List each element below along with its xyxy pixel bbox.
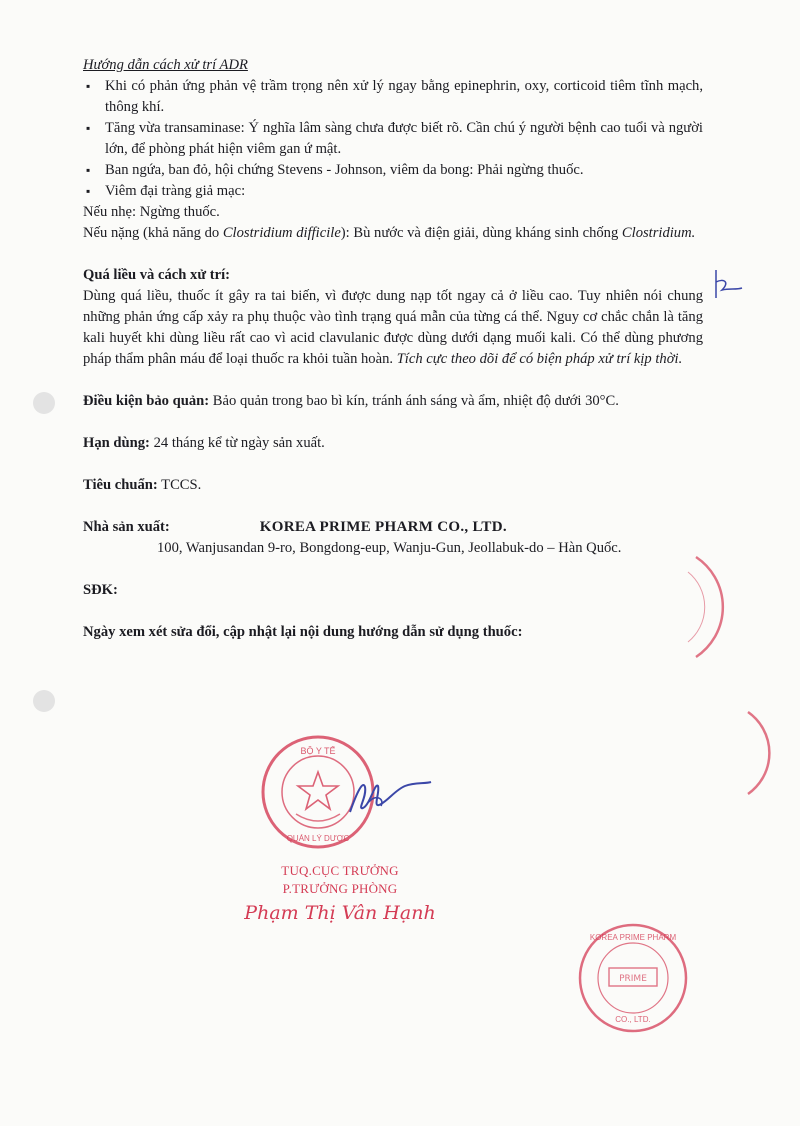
adr-severe (83, 223, 703, 244)
punch-hole (33, 392, 55, 414)
revision-label: Ngày xem xét sửa đổi, cập nhật lại nội dung hướng dẫn sử dụng thuốc: (83, 624, 523, 640)
svg-text:KOREA PRIME PHARM: KOREA PRIME PHARM (589, 933, 677, 942)
adr-bullet-colitis: ▪ Viêm đại tràng giả mạc: (83, 181, 703, 202)
standard-text: TCCS. (161, 477, 202, 493)
svg-text:BỘ Y TẾ: BỘ Y TẾ (300, 746, 336, 756)
manufacturer-label: Nhà sản xuất: (83, 519, 170, 535)
adr-bullet-rash: ▪ Ban ngứa, ban đỏ, hội chứng Stevens - Johnson, viêm da bong: Phải ngừng thuốc. (83, 160, 703, 181)
margin-mark (708, 268, 748, 308)
expiry-label: Hạn dùng: (83, 435, 150, 451)
adr-severe-text: Nếu nặng (khả năng do (83, 225, 223, 241)
svg-text:CO., LTD.: CO., LTD. (615, 1015, 651, 1024)
edge-stamp (686, 552, 736, 662)
svg-text:PRIME: PRIME (619, 974, 647, 984)
adr-bullet-transaminase: ▪ Tăng vừa transaminase: Ý nghĩa lâm sàng chưa được biết rõ. Cần chú ý người bệnh cao tuổi và người lớn, để phòng phát hiện viêm gan ứ mật. (83, 118, 703, 160)
signature-title-1: TUQ.CỤC TRƯỞNG (281, 863, 399, 878)
leaflet-body (83, 55, 703, 643)
adr-mild: Nếu nhẹ: Ngừng thuốc. (83, 204, 220, 220)
edge-stamp (736, 708, 776, 798)
adr-severe-text-2: ): Bù nước và điện giải, dùng kháng sinh chống (340, 225, 622, 241)
storage-text: Bảo quản trong bao bì kín, tránh ánh sáng và ẩm, nhiệt độ dưới 30°C. (212, 393, 619, 409)
organism-name: Clostridium difficile (222, 225, 341, 241)
overdose-text (83, 286, 703, 370)
manufacturer-name: KOREA PRIME PHARM CO., LTD. (259, 519, 507, 535)
overdose-italic: Tích cực theo dõi để có biện pháp xử trí kịp thời. (396, 351, 683, 367)
manufacturer-line (83, 517, 703, 538)
punch-hole (33, 690, 55, 712)
handwritten-signature (345, 772, 435, 822)
company-stamp (575, 920, 691, 1036)
standard-line (83, 475, 703, 496)
overdose-body: Dùng quá liều, thuốc ít gây ra tai biến, vì được dung nạp tốt ngay cả ở liều cao. Tuy nhiên nói chung những phản ứng cấp xảy ra phụ thuộc vào tình trạng quá mẫn của từng cá thể. Nguy cơ chắc chắn là tăng kali huyết khi dùng liều rất cao vì acid clavulanic được dùng dưới dạng muối kali. Có thể dùng phương pháp thẩm phân máu để loại thuốc ra khỏi tuần hoàn. (83, 288, 703, 367)
signature-title-2: P.TRƯỞNG PHÒNG (282, 881, 398, 896)
organism-genus: Clostridium. (621, 225, 696, 241)
storage-label: Điều kiện bảo quản: (83, 393, 210, 409)
expiry-text: 24 tháng kể từ ngày sản xuất. (153, 435, 325, 451)
overdose-heading: Quá liều và cách xử trí: (83, 267, 230, 283)
storage-line (83, 391, 703, 412)
signature-block (240, 862, 440, 924)
standard-label: Tiêu chuẩn: (83, 477, 158, 493)
manufacturer-address: 100, Wanjusandan 9-ro, Bongdong-eup, Wanju-Gun, Jeollabuk-do – Hàn Quốc. (157, 540, 622, 556)
svg-text:QUẢN LÝ DƯỢC: QUẢN LÝ DƯỢC (286, 834, 350, 843)
adr-bullet-anaphylaxis: ▪ Khi có phản ứng phản vệ trầm trọng nên xử lý ngay bằng epinephrin, oxy, corticoid tiêm tĩnh mạch, thông khí. (83, 76, 703, 118)
adr-heading: Hướng dẫn cách xử trí ADR (83, 57, 248, 73)
expiry-line (83, 433, 703, 454)
signer-name: Phạm Thị Vân Hạnh (244, 902, 436, 924)
registration-label: SĐK: (83, 582, 118, 598)
